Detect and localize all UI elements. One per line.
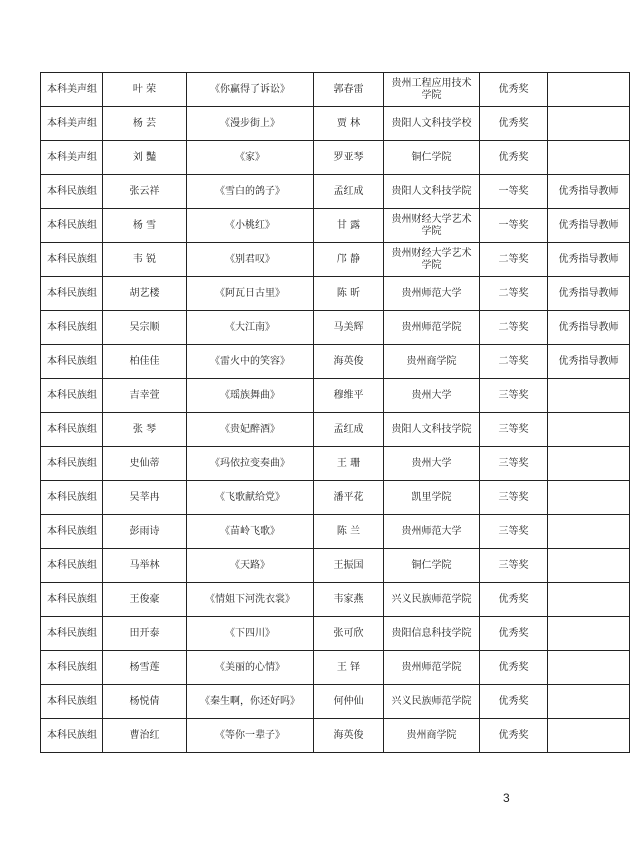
award-cell: 二等奖 [480, 311, 548, 345]
table-row [41, 379, 630, 413]
school-name-cell: 铜仁学院 [384, 141, 480, 175]
piece-title-cell: 《阿瓦日古里》 [187, 277, 314, 311]
school-name-cell: 贵州财经大学艺术学院 [384, 243, 480, 277]
school-name-cell: 兴义民族师范学院 [384, 583, 480, 617]
teacher-name-cell: 何仲仙 [314, 685, 384, 719]
student-name-cell: 胡艺楼 [103, 277, 187, 311]
student-name-cell: 吴莘冉 [103, 481, 187, 515]
note-cell: 优秀指导教师 [548, 175, 630, 209]
note-cell: 优秀指导教师 [548, 243, 630, 277]
teacher-name-cell: 穆维平 [314, 379, 384, 413]
table-row [41, 345, 630, 379]
note-cell [548, 549, 630, 583]
table-row [41, 685, 630, 719]
award-cell: 三等奖 [480, 549, 548, 583]
teacher-name-cell: 邝 静 [314, 243, 384, 277]
table-row [41, 141, 630, 175]
teacher-name-cell: 孟红成 [314, 413, 384, 447]
teacher-name-cell: 罗亚琴 [314, 141, 384, 175]
table-row [41, 719, 630, 753]
piece-title-cell: 《别君叹》 [187, 243, 314, 277]
table-row [41, 73, 630, 107]
table-row [41, 175, 630, 209]
teacher-name-cell: 贾 林 [314, 107, 384, 141]
school-name-cell: 铜仁学院 [384, 549, 480, 583]
note-cell [548, 617, 630, 651]
table-row [41, 651, 630, 685]
award-cell: 三等奖 [480, 413, 548, 447]
student-name-cell: 吉幸萱 [103, 379, 187, 413]
group-cell: 本科民族组 [41, 175, 103, 209]
note-cell [548, 719, 630, 753]
school-name-cell: 贵州商学院 [384, 345, 480, 379]
note-cell: 优秀指导教师 [548, 277, 630, 311]
award-cell: 优秀奖 [480, 685, 548, 719]
note-cell [548, 651, 630, 685]
teacher-name-cell: 陈 昕 [314, 277, 384, 311]
note-cell [548, 583, 630, 617]
award-cell: 优秀奖 [480, 651, 548, 685]
teacher-name-cell: 潘平花 [314, 481, 384, 515]
teacher-name-cell: 王振国 [314, 549, 384, 583]
group-cell: 本科民族组 [41, 311, 103, 345]
teacher-name-cell: 海英俊 [314, 719, 384, 753]
teacher-name-cell: 陈 兰 [314, 515, 384, 549]
teacher-name-cell: 甘 露 [314, 209, 384, 243]
award-cell: 三等奖 [480, 379, 548, 413]
award-cell: 优秀奖 [480, 107, 548, 141]
student-name-cell: 柏佳佳 [103, 345, 187, 379]
award-cell: 二等奖 [480, 277, 548, 311]
results-table [40, 72, 630, 753]
group-cell: 本科民族组 [41, 243, 103, 277]
table-row [41, 583, 630, 617]
piece-title-cell: 《瑶族舞曲》 [187, 379, 314, 413]
group-cell: 本科民族组 [41, 617, 103, 651]
award-cell: 一等奖 [480, 209, 548, 243]
group-cell: 本科民族组 [41, 345, 103, 379]
teacher-name-cell: 王 铎 [314, 651, 384, 685]
school-name-cell: 贵州大学 [384, 379, 480, 413]
piece-title-cell: 《等你一辈子》 [187, 719, 314, 753]
table-row [41, 107, 630, 141]
school-name-cell: 凯里学院 [384, 481, 480, 515]
note-cell [548, 481, 630, 515]
group-cell: 本科美声组 [41, 73, 103, 107]
student-name-cell: 杨悦倩 [103, 685, 187, 719]
group-cell: 本科民族组 [41, 549, 103, 583]
piece-title-cell: 《你赢得了诉讼》 [187, 73, 314, 107]
award-cell: 优秀奖 [480, 141, 548, 175]
note-cell [548, 413, 630, 447]
group-cell: 本科民族组 [41, 277, 103, 311]
student-name-cell: 马举林 [103, 549, 187, 583]
note-cell [548, 685, 630, 719]
piece-title-cell: 《贵妃醉酒》 [187, 413, 314, 447]
group-cell: 本科民族组 [41, 719, 103, 753]
piece-title-cell: 《天路》 [187, 549, 314, 583]
group-cell: 本科美声组 [41, 107, 103, 141]
school-name-cell: 贵州师范大学 [384, 277, 480, 311]
table-row [41, 515, 630, 549]
teacher-name-cell: 韦家燕 [314, 583, 384, 617]
student-name-cell: 彭雨诗 [103, 515, 187, 549]
school-name-cell: 贵阳人文科技学院 [384, 175, 480, 209]
award-cell: 三等奖 [480, 447, 548, 481]
group-cell: 本科民族组 [41, 481, 103, 515]
table-row [41, 617, 630, 651]
teacher-name-cell: 张可欣 [314, 617, 384, 651]
table-row [41, 311, 630, 345]
school-name-cell: 贵州师范学院 [384, 311, 480, 345]
student-name-cell: 张云祥 [103, 175, 187, 209]
award-cell: 优秀奖 [480, 719, 548, 753]
group-cell: 本科美声组 [41, 141, 103, 175]
table-row [41, 481, 630, 515]
student-name-cell: 吴宗顺 [103, 311, 187, 345]
award-cell: 一等奖 [480, 175, 548, 209]
group-cell: 本科民族组 [41, 379, 103, 413]
group-cell: 本科民族组 [41, 413, 103, 447]
note-cell: 优秀指导教师 [548, 209, 630, 243]
school-name-cell: 贵阳信息科技学院 [384, 617, 480, 651]
school-name-cell: 贵阳人文科技学院 [384, 413, 480, 447]
student-name-cell: 韦 锐 [103, 243, 187, 277]
piece-title-cell: 《下四川》 [187, 617, 314, 651]
group-cell: 本科民族组 [41, 447, 103, 481]
piece-title-cell: 《苗岭飞歌》 [187, 515, 314, 549]
table-row [41, 209, 630, 243]
school-name-cell: 贵州师范大学 [384, 515, 480, 549]
note-cell [548, 141, 630, 175]
note-cell: 优秀指导教师 [548, 345, 630, 379]
teacher-name-cell: 孟红成 [314, 175, 384, 209]
note-cell: 优秀指导教师 [548, 311, 630, 345]
table-row [41, 243, 630, 277]
piece-title-cell: 《飞歌献给党》 [187, 481, 314, 515]
piece-title-cell: 《大江南》 [187, 311, 314, 345]
student-name-cell: 杨 雪 [103, 209, 187, 243]
teacher-name-cell: 海英俊 [314, 345, 384, 379]
teacher-name-cell: 郭春雷 [314, 73, 384, 107]
piece-title-cell: 《玛依拉变奏曲》 [187, 447, 314, 481]
piece-title-cell: 《雪白的鸽子》 [187, 175, 314, 209]
award-cell: 二等奖 [480, 345, 548, 379]
student-name-cell: 张 琴 [103, 413, 187, 447]
school-name-cell: 兴义民族师范学院 [384, 685, 480, 719]
school-name-cell: 贵州商学院 [384, 719, 480, 753]
student-name-cell: 王俊豪 [103, 583, 187, 617]
note-cell [548, 447, 630, 481]
group-cell: 本科民族组 [41, 651, 103, 685]
piece-title-cell: 《雷火中的笑容》 [187, 345, 314, 379]
student-name-cell: 刘 豔 [103, 141, 187, 175]
page-number: 3 [503, 791, 510, 805]
award-cell: 优秀奖 [480, 583, 548, 617]
student-name-cell: 田开泰 [103, 617, 187, 651]
piece-title-cell: 《美丽的心情》 [187, 651, 314, 685]
table-row [41, 413, 630, 447]
group-cell: 本科民族组 [41, 515, 103, 549]
piece-title-cell: 《漫步街上》 [187, 107, 314, 141]
table-row [41, 549, 630, 583]
teacher-name-cell: 马美辉 [314, 311, 384, 345]
piece-title-cell: 《家》 [187, 141, 314, 175]
group-cell: 本科民族组 [41, 583, 103, 617]
student-name-cell: 叶 荣 [103, 73, 187, 107]
school-name-cell: 贵州工程应用技术学院 [384, 73, 480, 107]
school-name-cell: 贵州师范学院 [384, 651, 480, 685]
student-name-cell: 史仙蒂 [103, 447, 187, 481]
school-name-cell: 贵阳人文科技学校 [384, 107, 480, 141]
student-name-cell: 杨雪莲 [103, 651, 187, 685]
piece-title-cell: 《小桃红》 [187, 209, 314, 243]
note-cell [548, 379, 630, 413]
award-cell: 优秀奖 [480, 617, 548, 651]
group-cell: 本科民族组 [41, 209, 103, 243]
school-name-cell: 贵州大学 [384, 447, 480, 481]
note-cell [548, 515, 630, 549]
award-cell: 三等奖 [480, 515, 548, 549]
student-name-cell: 曹治红 [103, 719, 187, 753]
group-cell: 本科民族组 [41, 685, 103, 719]
table-row [41, 447, 630, 481]
note-cell [548, 107, 630, 141]
note-cell [548, 73, 630, 107]
award-cell: 优秀奖 [480, 73, 548, 107]
award-cell: 三等奖 [480, 481, 548, 515]
table-row [41, 277, 630, 311]
award-cell: 二等奖 [480, 243, 548, 277]
results-body [41, 73, 630, 753]
school-name-cell: 贵州财经大学艺术学院 [384, 209, 480, 243]
piece-title-cell: 《情姐下河洗衣裳》 [187, 583, 314, 617]
student-name-cell: 杨 芸 [103, 107, 187, 141]
piece-title-cell: 《秦生啊，你还好吗》 [187, 685, 314, 719]
teacher-name-cell: 王 珊 [314, 447, 384, 481]
